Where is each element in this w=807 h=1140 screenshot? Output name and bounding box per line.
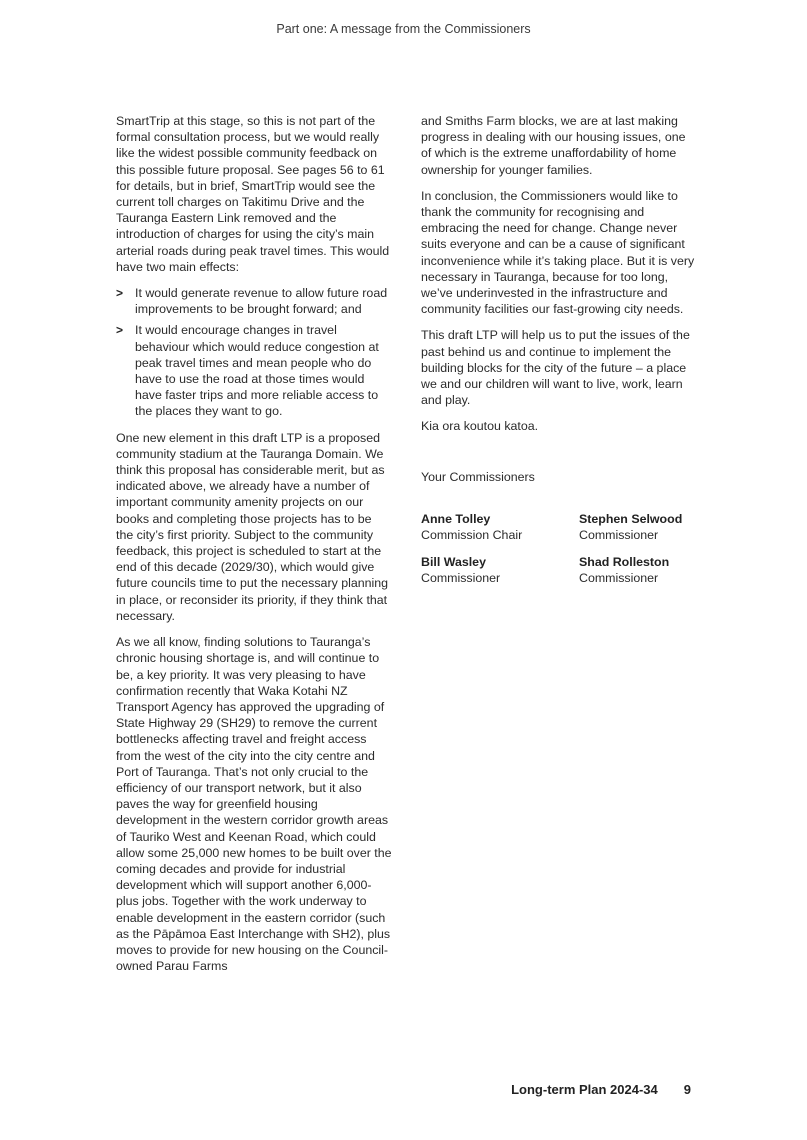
signatory-role: Commissioner: [579, 528, 659, 543]
running-header: Part one: A message from the Commissioners: [276, 22, 531, 36]
signatory: [421, 511, 579, 543]
paragraph: As we all know, finding solutions to Tauranga’s chronic housing shortage is, and will continue to be, a key priority. It was very pleasing to have confirmation recently that Waka Kotahi NZ Transport Agency has approved the upgrading of State Highway 29 (SH29) to remove the current bottlenecks affecting travel and freight access from the west of the city into the city centre and Port of Tauranga. That’s not only crucial to the efficiency of our transport network, but it also paves the way for greenfield housing development in the western corridor growth areas of Tauriko West and Keenan Road, which could allow some 25,000 new homes to be built over the coming decades and provide for industrial development which will support another 6,000-plus jobs. Together with the work underway to enable development in the eastern corridor (such as the Pāpāmoa East Interchange with SH2), plus moves to provide for new housing on the Council-owned Parau Farms: [116, 635, 392, 974]
chevron-right-icon: >: [116, 286, 124, 301]
paragraph: SmartTrip at this stage, so this is not part of the formal consultation process, but we would really like the widest possible community feedback on this possible future proposal. See pages 56 to 61 for details, but in brief, SmartTrip would see the current toll charges on Takitimu Drive and the Tauranga Eastern Link removed and the introduction of charges for using the city’s main arterial roads during peak travel times. This would have two main effects:: [116, 114, 390, 274]
left-column: [116, 113, 392, 984]
signatory: [579, 511, 709, 543]
paragraph: and Smiths Farm blocks, we are at last making progress in dealing with our housing issues, one of which is the extreme unaffordability of home ownership for younger families.: [421, 114, 686, 177]
page-number: 9: [683, 1082, 691, 1097]
signatory-name: Anne Tolley: [421, 511, 491, 526]
signatory: [421, 554, 579, 586]
signatory-name: Stephen Selwood: [579, 511, 683, 526]
paragraph: One new element in this draft LTP is a proposed community stadium at the Tauranga Domain. We think this proposal has considerable merit, but as indicated above, we already have a number of important community amenity projects on our books and completing those projects has to be the city’s first priority. Subject to the community feedback, this project is scheduled to start at the end of this decade (2029/30), which would give future councils time to put the necessary planning in place, or reconsider its priority, if they think that necessary.: [116, 430, 389, 623]
right-column: [421, 113, 699, 587]
page-footer: [511, 1082, 691, 1097]
signatory-name: Shad Rolleston: [579, 555, 670, 570]
signatory-role: Commissioner: [421, 571, 501, 586]
closing-greeting: Kia ora koutou katoa.: [421, 419, 539, 434]
signatory-role: Commissioner: [579, 571, 659, 586]
list-item: [116, 285, 392, 317]
paragraph: In conclusion, the Commissioners would like to thank the community for recognising and embracing the need for change. Change never suits everyone and can be a cause of significant inconvenience while it’s taking place. But it is very necessary in Tauranga, because for too long, we’ve underinvested in the infrastructure and community facilities our fast-growing city needs.: [421, 188, 695, 317]
paragraph: This draft LTP will help us to put the issues of the past behind us and continue to implement the building blocks for the city of the future – a place we and our children will want to live, work, learn and play.: [421, 328, 690, 408]
list-item-text: It would encourage changes in travel behaviour which would reduce congestion at peak travel times and mean people who do have to use the road at those times would have faster trips and more reliable access to the places they want to go.: [135, 323, 379, 419]
signatory: [579, 554, 709, 586]
signatory-role: Commission Chair: [421, 528, 523, 543]
list-item-text: It would generate revenue to allow future road improvements to be brought forward; and: [135, 286, 388, 317]
list-item: [116, 322, 392, 419]
document-title: Long-term Plan 2024-34: [511, 1082, 658, 1097]
signoff: Your Commissioners: [421, 469, 535, 484]
chevron-right-icon: >: [116, 323, 124, 338]
bullet-list: [116, 285, 392, 420]
signatory-name: Bill Wasley: [421, 555, 486, 570]
signatories: [421, 511, 699, 587]
